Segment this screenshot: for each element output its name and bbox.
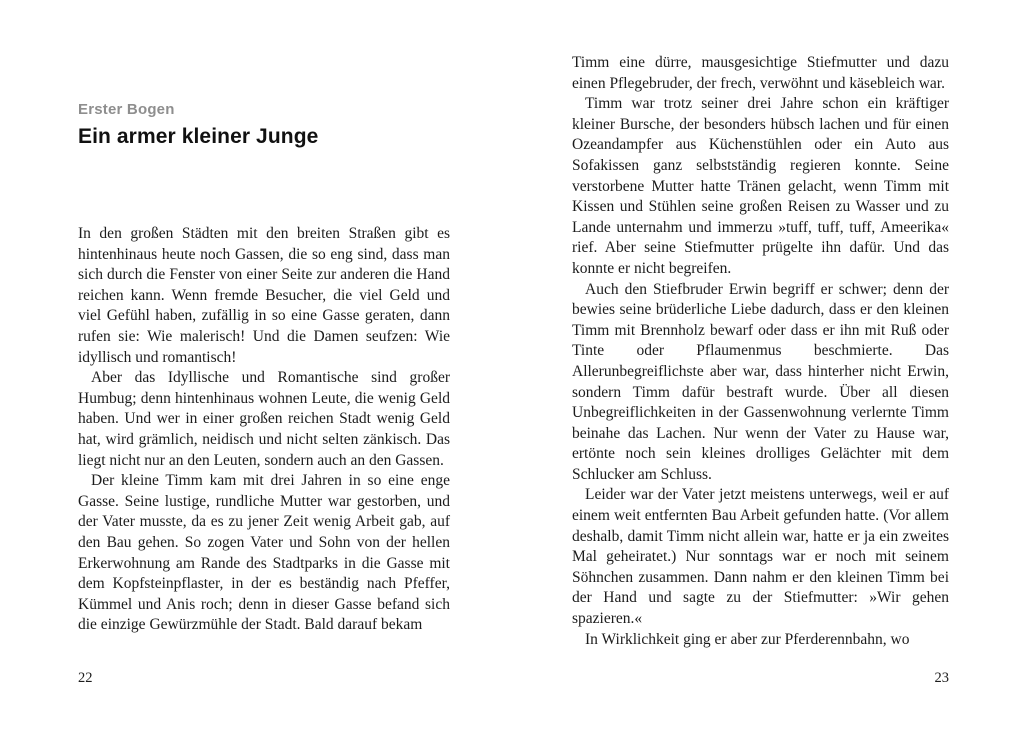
paragraph: In den großen Städten mit den breiten Straßen gibt es hintenhinaus heute noch Gassen, die so eng sind, dass man sich durch die Fenster von einer Seite zur anderen die Hand reichen kann. Wenn fremde Besucher, die viel Geld und viel Gefühl haben, zufällig in so eine Gasse geraten, dann rufen sie: Wie malerisch! Und die Damen seufzen: Wie idyllisch und romantisch! <box>78 225 450 366</box>
page-left <box>78 0 450 738</box>
section-label: Erster Bogen <box>78 101 175 118</box>
paragraph: Der kleine Timm kam mit drei Jahren in so eine enge Gasse. Seine lustige, rundliche Mutter war gestorben, und der Vater musste, da es zu jener Zeit wenig Arbeit gab, auf den Bau gehen. So zogen Vater und Sohn von der hellen Erkerwohnung am Rande des Stadtparks in die Gasse mit dem Kopfsteinpflaster, in der es beständig nach Pfeffer, Kümmel und Anis roch; denn in dieser Gasse befand sich die einzige Gewürzmühle der Stadt. Bald darauf bekam <box>78 472 450 634</box>
page-number-left: 22 <box>78 670 93 686</box>
page-number-right: 23 <box>934 670 949 686</box>
right-page-body <box>572 53 949 650</box>
paragraph: Timm eine dürre, mausgesichtige Stiefmutter und dazu einen Pflegebruder, der frech, verwöhnt und käsebleich war. <box>572 54 949 92</box>
paragraph: In Wirklichkeit ging er aber zur Pferderennbahn, wo <box>585 630 910 648</box>
paragraph: Aber das Idyllische und Romantische sind großer Humbug; denn hintenhinaus wohnen Leute, die wenig Geld haben. Und wer in einer großen reichen Stadt wenig Geld hat, wird grämlich, neidisch und nicht selten zänkisch. Das liegt nicht nur an den Leuten, sondern auch an den Gassen. <box>78 369 450 469</box>
paragraph: Leider war der Vater jetzt meistens unterwegs, weil er auf einem weit entfernten Bau Arbeit gefunden hatte. (Vor allem deshalb, damit Timm nicht allein war, hatte er ja ein zweites Mal geheiratet.) Nur sonntags war er noch mit seinem Söhnchen zusammen. Dann nahm er den kleinen Timm bei der Hand und sagte zu der Stiefmutter: »Wir gehen spazieren.« <box>572 486 949 628</box>
chapter-title: Ein armer kleiner Junge <box>78 125 319 148</box>
paragraph: Timm war trotz seiner drei Jahre schon ein kräftiger kleiner Bursche, der besonders hübsch lachen und für einen Ozeandampfer aus Küchenstühlen oder ein Auto aus Sofakissen ganz selbstständig regieren konnte. Seine verstorbene Mutter hatte Tränen gelacht, wenn Timm mit Kissen und Stühlen seine großen Reisen zu Wasser und zu Lande unternahm und immerzu »tuff, tuff, tuff, Ameerika« rief. Aber seine Stiefmutter prügelte ihn dafür. Und das konnte er nicht begreifen. <box>572 95 949 277</box>
paragraph: Auch den Stiefbruder Erwin begriff er schwer; denn der bewies seine brüderliche Liebe dadurch, dass er den kleinen Timm mit Brennholz bewarf oder dass er ihn mit Ruß oder Tinte oder Pflaumenmus beschmierte. Das Allerunbegreiflichste aber war, dass hinterher nicht Erwin, sondern Timm dafür bestraft wurde. Über all diesen Unbegreiflichkeiten in der Gassenwohnung verlernte Timm beinahe das Lachen. Nur wenn der Vater zu Hause war, ertönte noch sein kleines drolliges Gelächter mit dem Schlucker am Schluss. <box>572 280 949 483</box>
left-page-body <box>78 224 450 636</box>
page-right <box>572 0 949 738</box>
